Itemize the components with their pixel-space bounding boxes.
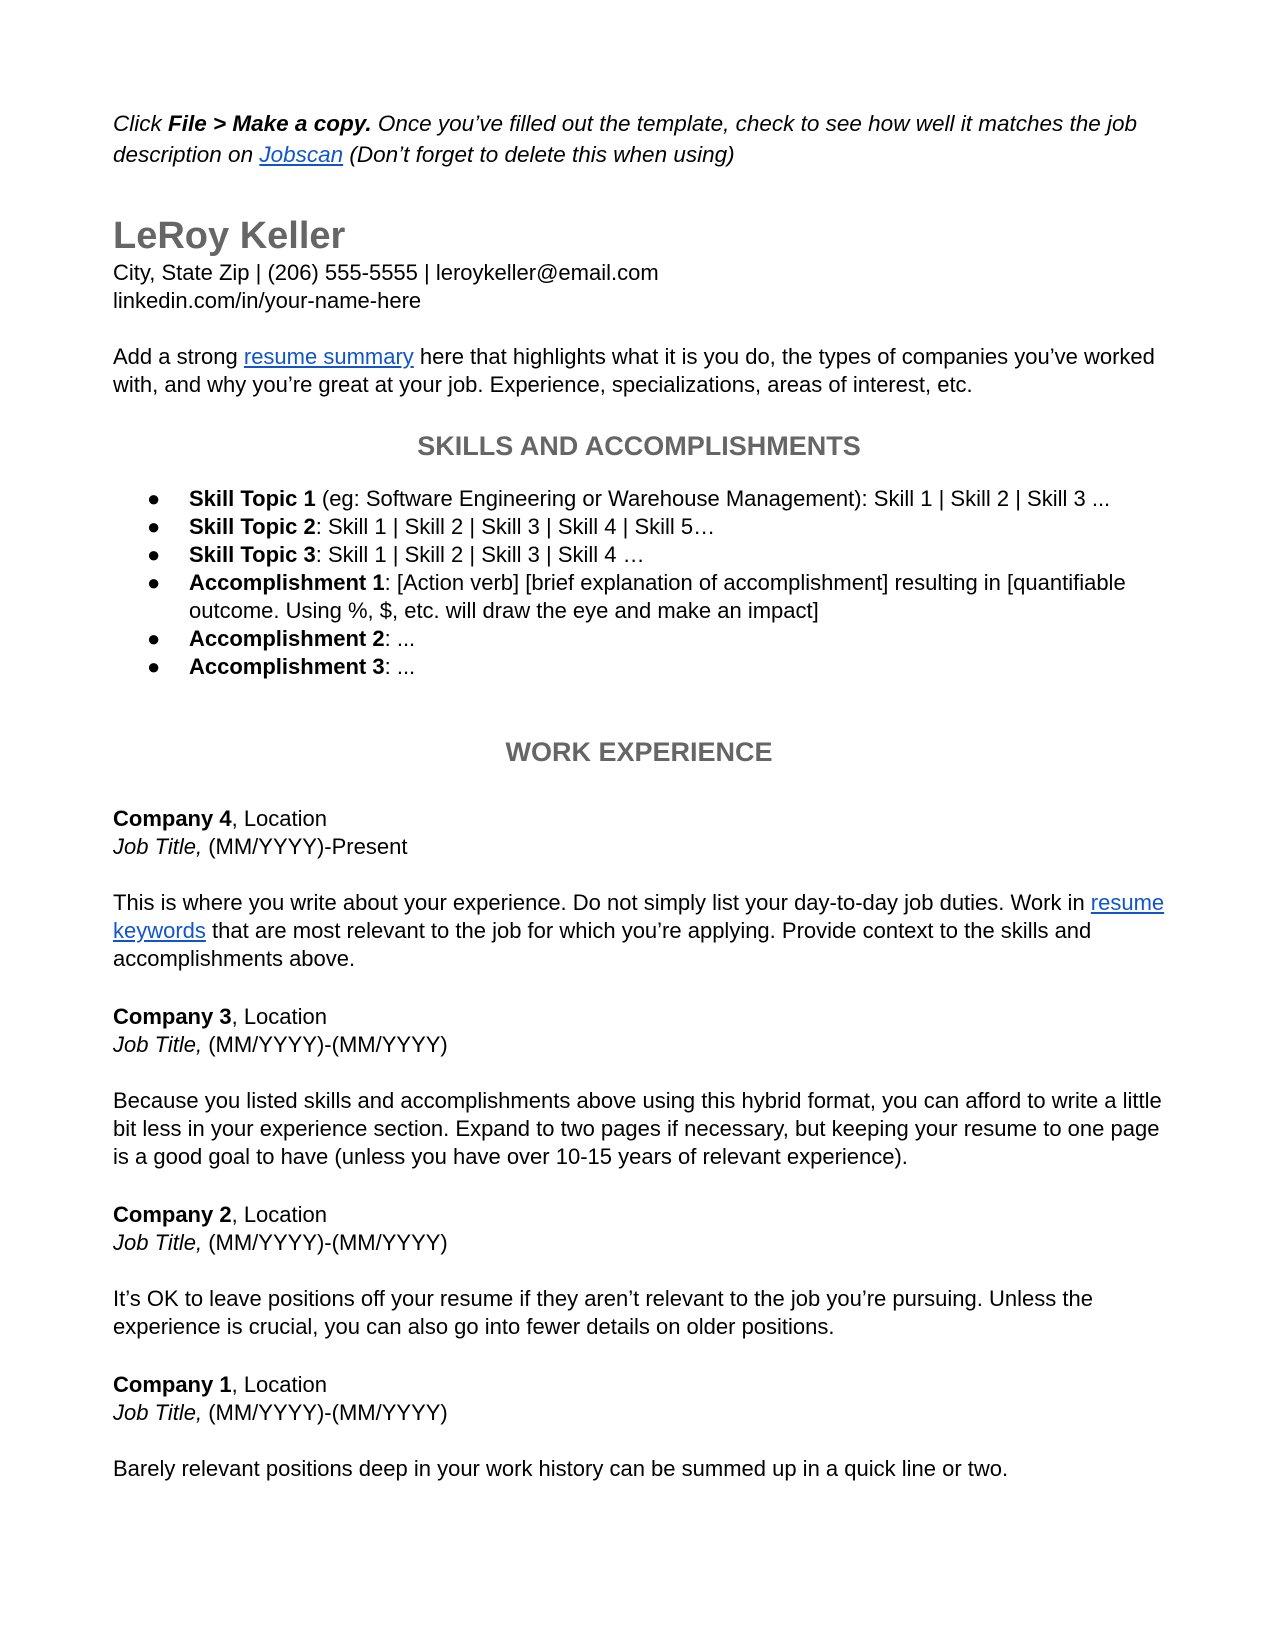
company-line [113, 1201, 1165, 1229]
job-description: It’s OK to leave positions off your resume if they aren’t relevant to the job you’re pursuing. Unless the experience is crucial, you can also go into fewer details on older positions. [113, 1286, 1093, 1339]
job-entry [113, 805, 1165, 973]
company-name: Company 1 [113, 1372, 232, 1397]
job-description [113, 889, 1165, 973]
skill-item-label: Skill Topic 2 [189, 514, 316, 539]
skill-item [113, 485, 1165, 513]
job-title-line [113, 1399, 1165, 1427]
company-name: Company 4 [113, 806, 232, 831]
accomplishment-item-label: Accomplishment 2 [189, 626, 385, 651]
job-entry [113, 1201, 1165, 1341]
resume-keywords-link[interactable]: resume keywords [113, 890, 1165, 943]
bullet-icon: ● [147, 514, 161, 539]
job-dates: (MM/YYYY)-(MM/YYYY) [202, 1230, 448, 1255]
note-click-text: Click [113, 111, 168, 136]
job-title-line [113, 1229, 1165, 1257]
skill-item [113, 541, 1165, 569]
bullet-icon: ● [147, 570, 161, 595]
skill-item-text: : Skill 1 | Skill 2 | Skill 3 | Skill 4 | Skill 5… [315, 514, 716, 539]
job-title-line [113, 1031, 1165, 1059]
skill-item-label: Skill Topic 1 [189, 486, 316, 511]
job-description-after: that are most relevant to the job for which you’re applying. Provide context to the skills and accomplishments above. [113, 918, 1092, 971]
job-title-line [113, 833, 1165, 861]
skill-item-text: (eg: Software Engineering or Warehouse Management): Skill 1 | Skill 2 | Skill 3 ... [315, 486, 1111, 511]
job-title: Job Title, [113, 1230, 203, 1255]
bullet-icon: ● [147, 542, 161, 567]
skills-list [113, 485, 1165, 681]
job-entry [113, 1371, 1165, 1483]
skill-item [113, 513, 1165, 541]
company-name: Company 3 [113, 1004, 232, 1029]
job-title: Job Title, [113, 1400, 203, 1425]
job-dates: (MM/YYYY)-(MM/YYYY) [202, 1032, 448, 1057]
company-location: , Location [231, 1202, 327, 1227]
note-tail-text: (Don’t forget to delete this when using) [343, 142, 735, 167]
note-file-menu-text: File > Make a copy. [168, 111, 372, 136]
summary-before-text: Add a strong [113, 344, 244, 369]
company-line [113, 1371, 1165, 1399]
job-dates: (MM/YYYY)-(MM/YYYY) [202, 1400, 448, 1425]
skill-item-text: : Skill 1 | Skill 2 | Skill 3 | Skill 4 … [315, 542, 645, 567]
resume-page [113, 108, 1165, 1483]
accomplishment-item [113, 653, 1165, 681]
company-location: , Location [231, 1372, 327, 1397]
job-description: Barely relevant positions deep in your work history can be summed up in a quick line or two. [113, 1456, 1009, 1481]
contact-line: City, State Zip | (206) 555-5555 | leroykeller@email.com [113, 260, 659, 285]
job-entry [113, 1003, 1165, 1171]
job-description-before: This is where you write about your experience. Do not simply list your day-to-day job duties. Work in [113, 890, 1091, 915]
bullet-icon: ● [147, 654, 161, 679]
accomplishment-item-label: Accomplishment 1 [189, 570, 385, 595]
template-instructions [113, 108, 1165, 170]
resume-summary [113, 343, 1165, 399]
summary-after-text: here that highlights what it is you do, the types of companies you’ve worked with, and why you’re great at your job. Experience, specializations, areas of interest, etc. [113, 344, 1155, 397]
note-rest-text: Once you’ve filled out the template, check to see how well it matches the job description on [113, 111, 1138, 167]
candidate-name: LeRoy Keller [113, 215, 346, 257]
accomplishment-item-text: : ... [384, 654, 416, 679]
job-title: Job Title, [113, 834, 203, 859]
linkedin-url: linkedin.com/in/your-name-here [113, 288, 422, 313]
jobscan-link[interactable]: Jobscan [259, 142, 344, 167]
work-section-title: WORK EXPERIENCE [505, 737, 773, 767]
skills-section-title: SKILLS AND ACCOMPLISHMENTS [417, 431, 861, 461]
accomplishment-item-text: : [Action verb] [brief explanation of accomplishment] resulting in [quantifiable outcome. Using %, $, etc. will draw the eye and make an impact] [189, 570, 1126, 623]
company-location: , Location [231, 1004, 327, 1029]
bullet-icon: ● [147, 486, 161, 511]
company-line [113, 1003, 1165, 1031]
job-title: Job Title, [113, 1032, 203, 1057]
company-line [113, 805, 1165, 833]
accomplishment-item [113, 569, 1165, 625]
accomplishment-item-label: Accomplishment 3 [189, 654, 385, 679]
skill-item-label: Skill Topic 3 [189, 542, 316, 567]
resume-summary-link[interactable]: resume summary [243, 344, 414, 369]
company-location: , Location [231, 806, 327, 831]
bullet-icon: ● [147, 626, 161, 651]
accomplishment-item [113, 625, 1165, 653]
job-description: Because you listed skills and accomplishments above using this hybrid format, you can afford to write a little bit less in your experience section. Expand to two pages if necessary, but keeping your resume to one page is a good goal to have (unless you have over 10-15 years of relevant experience). [113, 1088, 1162, 1169]
accomplishment-item-text: : ... [384, 626, 416, 651]
company-name: Company 2 [113, 1202, 232, 1227]
job-dates: (MM/YYYY)-Present [202, 834, 408, 859]
